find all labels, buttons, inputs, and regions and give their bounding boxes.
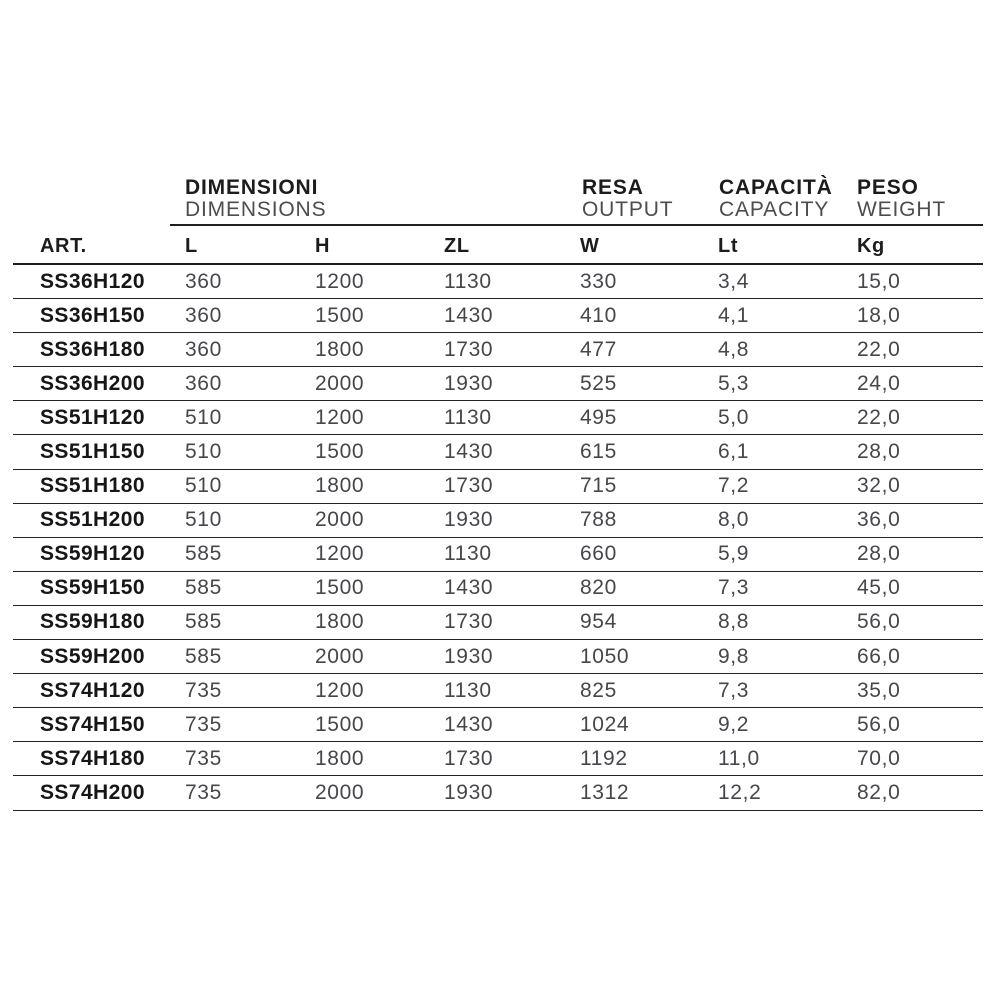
- group-header-band: [13, 174, 983, 226]
- group-label-it: CAPACITÀ: [719, 176, 833, 199]
- cell-value: 1500: [315, 712, 365, 736]
- cell-value: 360: [185, 337, 222, 361]
- cell-value: 15,0: [857, 269, 901, 293]
- cell-value: 1130: [444, 405, 492, 429]
- group-label-en: OUTPUT: [582, 198, 674, 221]
- table-row: [13, 333, 983, 367]
- cell-value: 82,0: [857, 780, 901, 804]
- cell-value: 36,0: [857, 508, 901, 532]
- cell-value: 1930: [444, 644, 494, 668]
- table-row: [13, 776, 983, 810]
- cell-value: 1130: [444, 269, 492, 293]
- row-art-code: SS36H200: [40, 371, 145, 395]
- cell-value: 735: [185, 780, 222, 804]
- cell-value: 715: [580, 474, 617, 498]
- cell-value: 9,8: [718, 644, 750, 668]
- cell-value: 410: [580, 303, 617, 327]
- row-art-code: SS74H180: [40, 746, 145, 770]
- cell-value: 1024: [580, 712, 630, 736]
- group-underline-rule: [170, 224, 983, 226]
- cell-value: 1200: [315, 405, 365, 429]
- cell-value: 510: [185, 440, 222, 464]
- cell-value: 2000: [315, 371, 365, 395]
- column-header-zl: ZL: [444, 235, 470, 257]
- cell-value: 5,9: [718, 542, 750, 566]
- cell-value: 1930: [444, 780, 494, 804]
- cell-value: 1730: [444, 746, 494, 770]
- row-art-code: SS36H180: [40, 337, 145, 361]
- cell-value: 1430: [444, 576, 494, 600]
- table-row: [13, 538, 983, 572]
- cell-value: 360: [185, 371, 222, 395]
- table-row: [13, 674, 983, 708]
- group-header-resa: [582, 176, 673, 221]
- cell-value: 2000: [315, 780, 365, 804]
- cell-value: 735: [185, 712, 222, 736]
- cell-value: 1730: [444, 337, 494, 361]
- table-row: [13, 708, 983, 742]
- cell-value: 1800: [315, 474, 365, 498]
- cell-value: 2000: [315, 508, 365, 532]
- cell-value: 954: [580, 610, 617, 634]
- row-art-code: SS74H120: [40, 678, 145, 702]
- cell-value: 735: [185, 678, 222, 702]
- cell-value: 510: [185, 405, 222, 429]
- row-art-code: SS74H150: [40, 712, 145, 736]
- table-row: [13, 742, 983, 776]
- cell-value: 22,0: [857, 405, 901, 429]
- row-art-code: SS74H200: [40, 780, 145, 804]
- group-label-en: CAPACITY: [719, 198, 830, 221]
- cell-value: 12,2: [718, 780, 762, 804]
- cell-value: 1130: [444, 542, 492, 566]
- cell-value: 360: [185, 303, 222, 327]
- row-art-code: SS59H120: [40, 542, 145, 566]
- column-header-art: ART.: [40, 235, 87, 257]
- table-row: [13, 401, 983, 435]
- row-art-code: SS36H120: [40, 269, 145, 293]
- cell-value: 525: [580, 371, 617, 395]
- cell-value: 66,0: [857, 644, 901, 668]
- cell-value: 1500: [315, 440, 365, 464]
- table-row: [13, 606, 983, 640]
- cell-value: 477: [580, 337, 617, 361]
- cell-value: 1200: [315, 678, 365, 702]
- cell-value: 8,8: [718, 610, 750, 634]
- row-art-code: SS51H120: [40, 405, 145, 429]
- cell-value: 28,0: [857, 440, 901, 464]
- cell-value: 1192: [580, 746, 628, 770]
- cell-value: 32,0: [857, 474, 901, 498]
- cell-value: 2000: [315, 644, 365, 668]
- cell-value: 1730: [444, 474, 494, 498]
- row-art-code: SS51H180: [40, 474, 145, 498]
- column-header-kg: Kg: [857, 235, 885, 257]
- group-header-capacita: [719, 176, 833, 221]
- group-label-it: DIMENSIONI: [185, 176, 319, 199]
- table-row: [13, 572, 983, 606]
- spec-table: [13, 174, 983, 811]
- table-row: [13, 640, 983, 674]
- cell-value: 615: [580, 440, 617, 464]
- cell-value: 1200: [315, 269, 365, 293]
- cell-value: 1930: [444, 371, 494, 395]
- cell-value: 1500: [315, 576, 365, 600]
- cell-value: 1800: [315, 337, 365, 361]
- cell-value: 788: [580, 508, 617, 532]
- cell-value: 510: [185, 508, 222, 532]
- cell-value: 360: [185, 269, 222, 293]
- group-label-it: RESA: [582, 176, 644, 199]
- cell-value: 1730: [444, 610, 494, 634]
- cell-value: 5,0: [718, 405, 750, 429]
- table-row: [13, 265, 983, 299]
- cell-value: 45,0: [857, 576, 901, 600]
- table-body: [13, 265, 983, 811]
- cell-value: 1430: [444, 712, 494, 736]
- cell-value: 18,0: [857, 303, 901, 327]
- cell-value: 8,0: [718, 508, 750, 532]
- table-row: [13, 435, 983, 469]
- cell-value: 1800: [315, 610, 365, 634]
- cell-value: 1130: [444, 678, 492, 702]
- cell-value: 35,0: [857, 678, 901, 702]
- cell-value: 9,2: [718, 712, 750, 736]
- row-art-code: SS51H150: [40, 440, 145, 464]
- row-art-code: SS59H150: [40, 576, 145, 600]
- group-header-peso: [857, 176, 946, 221]
- cell-value: 28,0: [857, 542, 901, 566]
- cell-value: 825: [580, 678, 617, 702]
- cell-value: 70,0: [857, 746, 901, 770]
- cell-value: 1430: [444, 440, 494, 464]
- group-label-en: WEIGHT: [857, 198, 947, 221]
- column-header-l: L: [185, 235, 198, 257]
- group-label-en: DIMENSIONS: [185, 198, 327, 221]
- cell-value: 22,0: [857, 337, 901, 361]
- cell-value: 820: [580, 576, 617, 600]
- group-label-it: PESO: [857, 176, 919, 199]
- column-header-lt: Lt: [718, 235, 739, 257]
- cell-value: 1430: [444, 303, 494, 327]
- cell-value: 585: [185, 576, 222, 600]
- cell-value: 585: [185, 542, 222, 566]
- cell-value: 585: [185, 644, 222, 668]
- column-header-w: W: [580, 235, 600, 257]
- cell-value: 1312: [580, 780, 630, 804]
- cell-value: 3,4: [718, 269, 750, 293]
- cell-value: 24,0: [857, 371, 901, 395]
- table-row: [13, 299, 983, 333]
- cell-value: 1200: [315, 542, 365, 566]
- table-row: [13, 470, 983, 504]
- cell-value: 660: [580, 542, 617, 566]
- cell-value: 585: [185, 610, 222, 634]
- table-row: [13, 367, 983, 401]
- row-art-code: SS36H150: [40, 303, 145, 327]
- cell-value: 11,0: [718, 746, 760, 770]
- cell-value: 4,8: [718, 337, 750, 361]
- table-row: [13, 504, 983, 538]
- cell-value: 7,2: [718, 474, 750, 498]
- cell-value: 6,1: [718, 440, 750, 464]
- cell-value: 56,0: [857, 610, 901, 634]
- cell-value: 7,3: [718, 678, 750, 702]
- row-art-code: SS59H200: [40, 644, 145, 668]
- row-art-code: SS51H200: [40, 508, 145, 532]
- cell-value: 56,0: [857, 712, 901, 736]
- cell-value: 1500: [315, 303, 365, 327]
- cell-value: 735: [185, 746, 222, 770]
- column-header-row: [13, 226, 983, 265]
- row-art-code: SS59H180: [40, 610, 145, 634]
- group-header-dimensioni: [185, 176, 326, 221]
- cell-value: 1930: [444, 508, 494, 532]
- cell-value: 5,3: [718, 371, 750, 395]
- cell-value: 1800: [315, 746, 365, 770]
- cell-value: 330: [580, 269, 617, 293]
- cell-value: 7,3: [718, 576, 750, 600]
- cell-value: 495: [580, 405, 617, 429]
- column-header-h: H: [315, 235, 331, 257]
- cell-value: 4,1: [718, 303, 750, 327]
- cell-value: 510: [185, 474, 222, 498]
- cell-value: 1050: [580, 644, 630, 668]
